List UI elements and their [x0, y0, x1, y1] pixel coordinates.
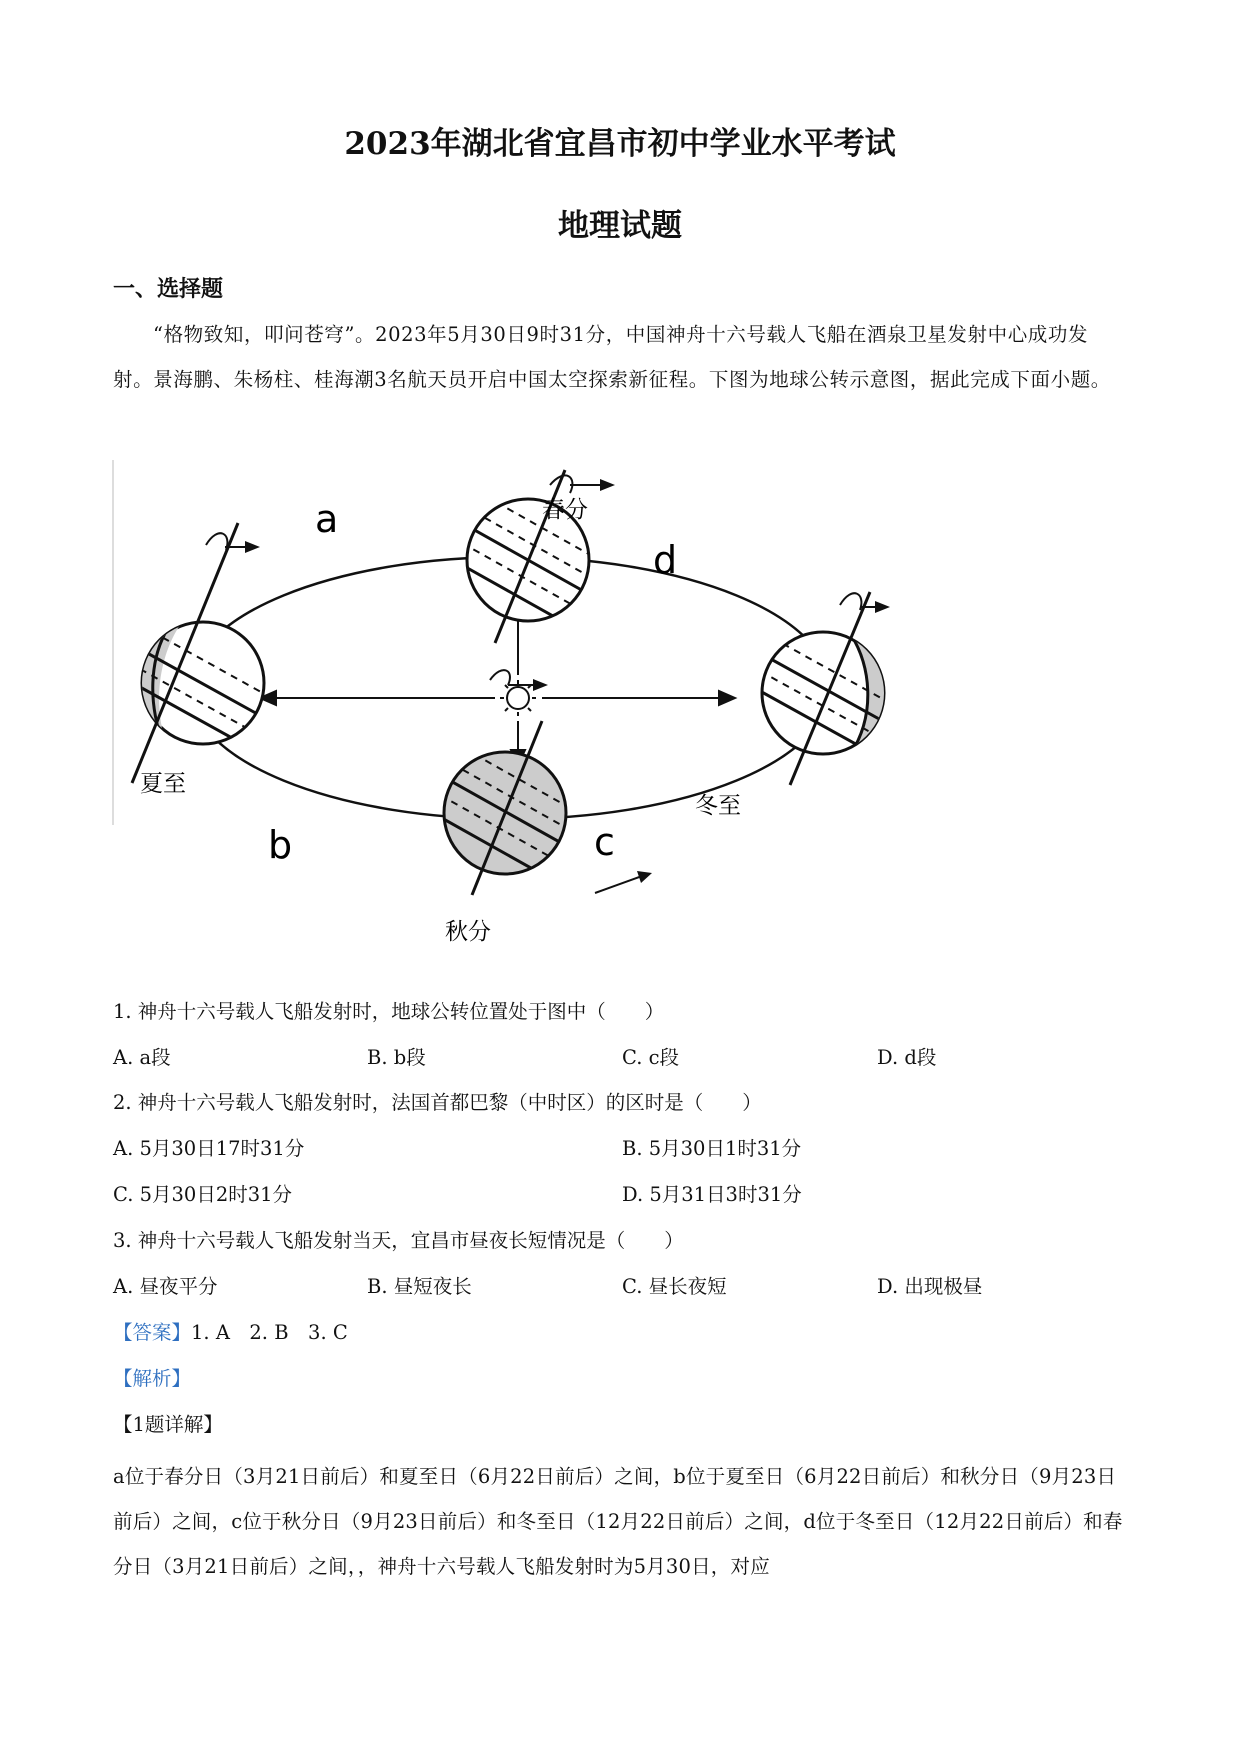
q3-option-d[interactable]: D. 出现极昼 [877, 1275, 983, 1298]
analysis-label: 【解析】 [113, 1367, 192, 1390]
globe-autumn-equinox [440, 670, 572, 895]
label-c: c [594, 820, 615, 864]
globe-spring-equinox [462, 470, 615, 643]
q3-option-c[interactable]: C. 昼长夜短 [622, 1275, 727, 1298]
label-summer: 夏至 [140, 771, 186, 797]
detail-label: 【1题详解】 [113, 1413, 223, 1436]
earth-revolution-diagram [110, 455, 910, 955]
q2-option-c[interactable]: C. 5月30日2时31分 [113, 1183, 293, 1206]
q2-option-d[interactable]: D. 5月31日3时31分 [622, 1183, 802, 1206]
q2-option-a[interactable]: A. 5月30日17时31分 [113, 1137, 305, 1160]
q2-option-b[interactable]: B. 5月30日1时31分 [622, 1137, 802, 1160]
q3-option-b[interactable]: B. 昼短夜长 [367, 1275, 472, 1298]
q1-option-c[interactable]: C. c段 [622, 1046, 680, 1069]
q3-option-a[interactable]: A. 昼夜平分 [113, 1275, 218, 1298]
direction-arrow [595, 876, 642, 893]
answer-label: 【答案】 [113, 1321, 192, 1344]
question-1: 1. 神舟十六号载人飞船发射时，地球公转位置处于图中（ ） [113, 1000, 665, 1023]
label-autumn: 秋分 [445, 919, 491, 945]
label-d: d [653, 538, 678, 582]
intro-paragraph: “格物致知，叩问苍穹”。2023年5月30日9时31分，中国神舟十六号载人飞船在酒泉卫星发射中心成功发射。景海鹏、朱杨柱、桂海潮3名航天员开启中国太空探索新征程。下图为地球公转示意图，据此完成下面小题。 [113, 323, 1111, 391]
q1-option-d[interactable]: D. d段 [877, 1046, 937, 1069]
q1-option-a[interactable]: A. a段 [113, 1046, 171, 1069]
label-a: a [315, 497, 339, 541]
label-winter: 冬至 [695, 793, 741, 819]
question-2: 2. 神舟十六号载人飞船发射时，法国首都巴黎（中时区）的区时是（ ） [113, 1091, 762, 1114]
exam-subtitle: 地理试题 [558, 208, 682, 244]
exam-title: 2023年湖北省宜昌市初中学业水平考试 [344, 126, 896, 162]
detail-paragraph: a位于春分日（3月21日前后）和夏至日（6月22日前后）之间，b位于夏至日（6月22日前后）和秋分日（9月23日前后）之间，c位于秋分日（9月23日前后）和冬至日（12月22日前后）之间，d位于冬至日（12月22日前后）和春分日（3月21日前后）之间，，神舟十六号载人飞船发射时为5月30日，对应 [113, 1465, 1123, 1578]
answer-line [113, 1317, 348, 1345]
question-3: 3. 神舟十六号载人飞船发射当天，宜昌市昼夜长短情况是（ ） [113, 1229, 684, 1252]
label-b: b [268, 823, 293, 867]
label-spring: 春分 [542, 497, 588, 523]
globe-winter-solstice [760, 592, 890, 785]
q1-option-b[interactable]: B. b段 [367, 1046, 426, 1069]
answer-text: 1. A 2. B 3. C [191, 1321, 348, 1344]
section-heading: 一、选择题 [113, 276, 224, 302]
globe-summer-solstice [132, 523, 270, 783]
